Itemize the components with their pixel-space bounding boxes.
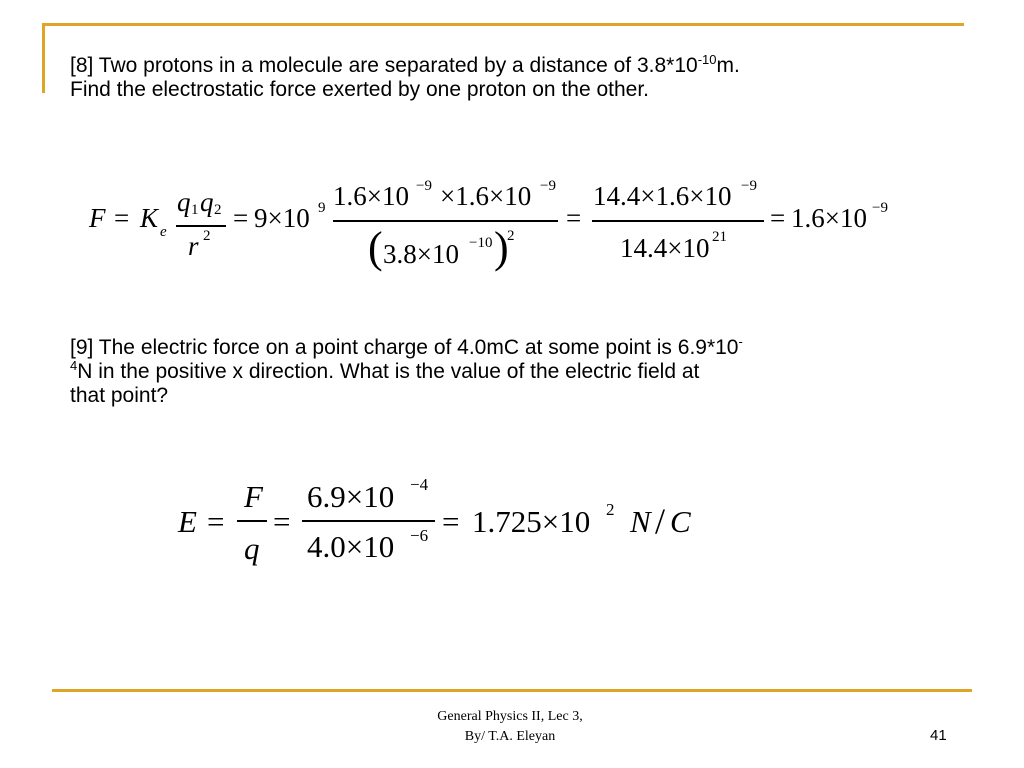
eq1-result-exponent: −9 [872,200,888,216]
eq1-right-paren: ) [494,223,509,272]
problem-9-line3: that point? [70,384,169,407]
eq1-left-paren: ( [368,223,383,272]
eq1-denominator-2-exponent: 21 [712,229,727,245]
problem-9-exponent-sign: - [738,334,743,349]
eq2-equals: = [207,504,225,539]
eq1-q1: q [177,187,191,217]
eq1-q1-subscript: 1 [191,202,199,218]
eq2-result: 1.725×10 [472,504,591,539]
eq2-numerator-exponent: −4 [410,475,429,494]
eq1-K-subscript: e [160,224,167,240]
eq1-q2: q [200,187,214,217]
eq1-numerator-2: 14.4×1.6×10 [593,181,732,211]
eq2-fraction-bar-1 [237,520,267,522]
eq2-denominator-exponent: −6 [410,526,429,545]
slide-footer [380,707,640,747]
problem-8-text-a: [8] Two protons in a molecule are separated by a distance of 3.8*10 [70,54,698,77]
eq1-denominator-exponent: −10 [469,235,493,251]
eq2-F: F [244,479,263,514]
eq1-equals: = [114,203,130,233]
eq1-denominator-power: 2 [507,228,515,244]
footer-divider [52,689,972,692]
eq1-constant: 9×10 [254,203,310,233]
footer-line-2: By/ T.A. Eleyan [464,729,556,744]
eq1-numerator-a: 1.6×10 [333,181,409,211]
eq2-equals-2: = [273,504,291,539]
eq1-constant-exponent: 9 [318,200,326,216]
eq1-equals-3: = [566,203,582,233]
eq2-unit-slash: / [655,501,666,541]
eq2-result-exponent: 2 [606,500,615,519]
eq1-q2-subscript: 2 [214,202,222,218]
eq2-q: q [244,531,260,566]
eq1-r-exponent: 2 [203,228,211,244]
page-number: 41 [930,727,947,744]
eq2-unit-C: C [670,504,691,539]
eq1-result: 1.6×10 [791,203,867,233]
eq2-unit-N: N [630,504,651,539]
eq1-equals-2: = [233,203,249,233]
problem-8-text-b: m. [716,54,740,77]
eq2-denominator: 4.0×10 [307,529,395,564]
eq1-numerator-2-exponent: −9 [741,178,757,194]
problem-9-text-b: N in the positive x direction. What is the value of the electric field at [77,360,700,383]
eq1-numerator-b-exponent: −9 [540,178,556,194]
eq1-r: r [188,231,199,261]
eq1-equals-4: = [770,203,786,233]
eq1-K: K [140,203,159,233]
eq2-numerator: 6.9×10 [307,479,395,514]
eq1-F: F [89,203,106,233]
eq1-denominator: 3.8×10 [383,239,459,269]
problem-8-exponent: -10 [697,52,717,67]
eq2-equals-3: = [442,504,460,539]
problem-8-line2: Find the electrostatic force exerted by one proton on the other. [70,78,650,101]
eq1-numerator-a-exponent: −9 [416,178,432,194]
eq2-E: E [178,504,197,539]
eq2-fraction-bar-2 [302,520,435,522]
footer-line-1: General Physics II, Lec 3, [437,709,583,724]
eq1-denominator-2: 14.4×10 [620,233,710,263]
problem-9-exponent-digit: 4 [70,358,78,373]
problem-9-text-a: [9] The electric force on a point charge of 4.0mC at some point is 6.9*10 [70,336,739,359]
eq1-numerator-b: ×1.6×10 [440,181,532,211]
